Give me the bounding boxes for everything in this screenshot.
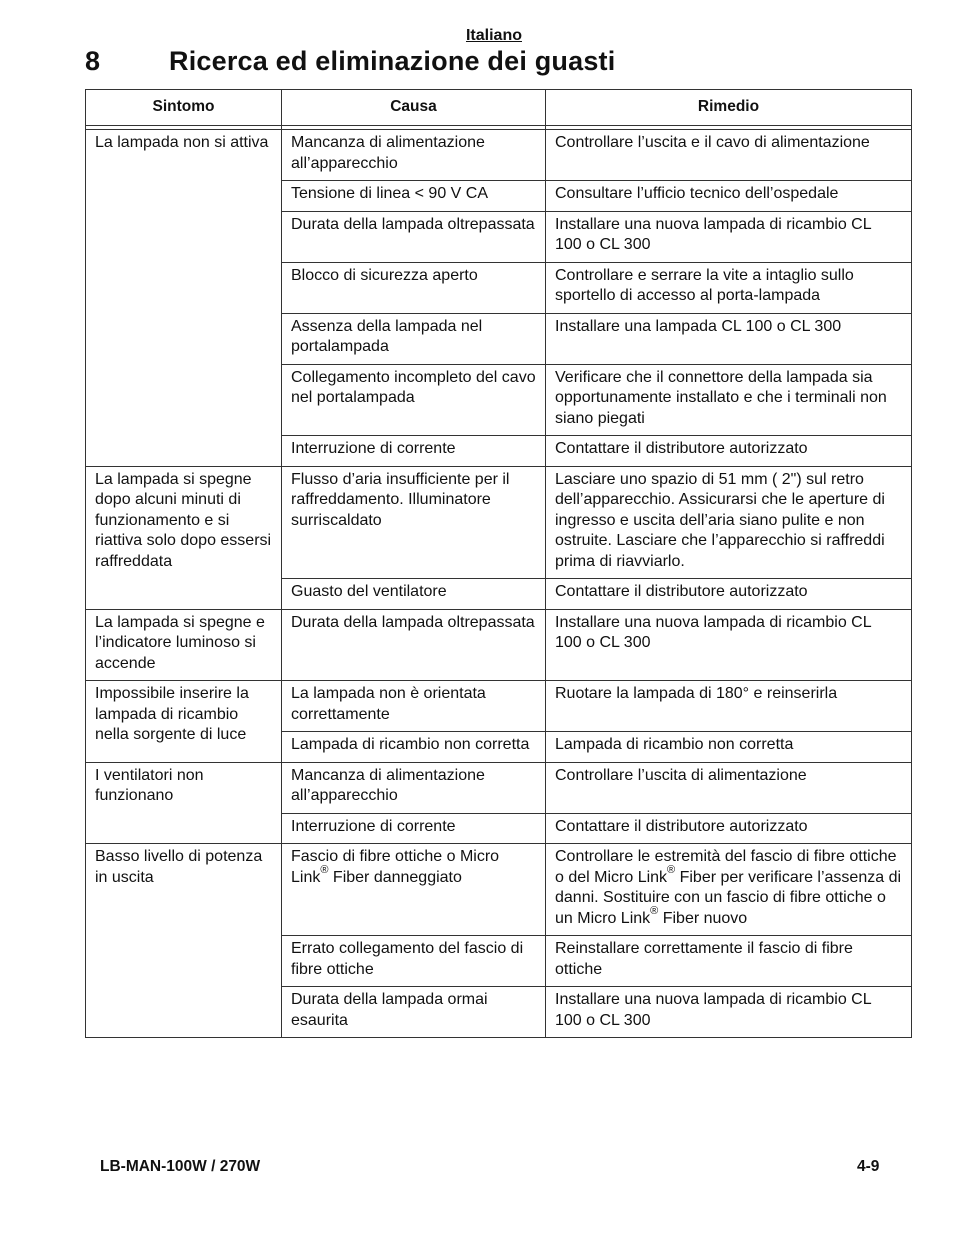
cause-cell: Flusso d’aria insufficiente per il raffreddamento. Illuminatore surriscaldato — [282, 466, 546, 579]
cause-cell: Errato collegamento del fascio di fibre ottiche — [282, 936, 546, 987]
remedy-cell: Installare una lampada CL 100 o CL 300 — [546, 313, 912, 364]
header-symptom: Sintomo — [86, 90, 282, 126]
table-row — [86, 466, 912, 579]
table-row — [86, 681, 912, 732]
symptom-cell: I ventilatori non funzionano — [86, 762, 282, 844]
remedy-cell: Contattare il distributore autorizzato — [546, 813, 912, 844]
cause-cell: Durata della lampada ormai esaurita — [282, 987, 546, 1038]
table-row — [86, 762, 912, 813]
cause-cell: Interruzione di corrente — [282, 813, 546, 844]
section-number: 8 — [85, 46, 101, 76]
cause-cell: Guasto del ventilatore — [282, 579, 546, 610]
cause-cell: Durata della lampada oltrepassata — [282, 211, 546, 262]
remedy-cell: Installare una nuova lampada di ricambio CL 100 o CL 300 — [546, 211, 912, 262]
symptom-cell: La lampada si spegne dopo alcuni minuti di funzionamento e si riattiva solo dopo essersi raffreddata — [86, 466, 282, 609]
page-title — [85, 46, 615, 77]
cause-cell: Collegamento incompleto del cavo nel portalampada — [282, 364, 546, 436]
cause-cell: Assenza della lampada nel portalampada — [282, 313, 546, 364]
footer-page-number: 4-9 — [857, 1158, 880, 1175]
table-row — [86, 130, 912, 181]
cause-cell: Durata della lampada oltrepassata — [282, 609, 546, 681]
header-cause: Causa — [282, 90, 546, 126]
symptom-cell: La lampada non si attiva — [86, 130, 282, 467]
cause-cell: Blocco di sicurezza aperto — [282, 262, 546, 313]
table-row — [86, 844, 912, 936]
cause-cell: Fascio di fibre ottiche o Micro Link® Fiber danneggiato — [282, 844, 546, 936]
cause-cell: Mancanza di alimentazione all’apparecchio — [282, 762, 546, 813]
symptom-cell: Impossibile inserire la lampada di ricambio nella sorgente di luce — [86, 681, 282, 763]
remedy-cell: Controllare l’uscita di alimentazione — [546, 762, 912, 813]
table-header-row — [86, 90, 912, 126]
remedy-cell: Installare una nuova lampada di ricambio CL 100 o CL 300 — [546, 609, 912, 681]
cause-cell: Interruzione di corrente — [282, 436, 546, 467]
cause-cell: Tensione di linea < 90 V CA — [282, 181, 546, 212]
troubleshooting-table — [85, 89, 912, 1038]
remedy-cell: Contattare il distributore autorizzato — [546, 436, 912, 467]
remedy-cell: Verificare che il connettore della lampada sia opportunamente installato e che i terminali non siano piegati — [546, 364, 912, 436]
remedy-cell: Contattare il distributore autorizzato — [546, 579, 912, 610]
table-row — [86, 609, 912, 681]
section-title: Ricerca ed eliminazione dei guasti — [169, 46, 616, 76]
footer-document-code: LB-MAN-100W / 270W — [100, 1158, 261, 1175]
remedy-cell: Lasciare uno spazio di 51 mm ( 2") sul retro dell’apparecchio. Assicurarsi che le aperture di ingresso e uscita dell’aria siano pulite e non ostruite. Lasciare che l’apparecchio si raffreddi prima di riavviarlo. — [546, 466, 912, 579]
remedy-cell: Ruotare la lampada di 180° e reinserirla — [546, 681, 912, 732]
remedy-cell: Controllare l’uscita e il cavo di alimentazione — [546, 130, 912, 181]
remedy-cell: Reinstallare correttamente il fascio di fibre ottiche — [546, 936, 912, 987]
remedy-cell: Installare una nuova lampada di ricambio CL 100 o CL 300 — [546, 987, 912, 1038]
language-label: Italiano — [465, 27, 522, 44]
table-body — [86, 126, 912, 1038]
header-remedy: Rimedio — [546, 90, 912, 126]
symptom-cell: Basso livello di potenza in uscita — [86, 844, 282, 1038]
remedy-cell: Controllare le estremità del fascio di fibre ottiche o del Micro Link® Fiber per verificare l’assenza di danni. Sostituire con un fascio di fibre ottiche o un Micro Link® Fiber nuovo — [546, 844, 912, 936]
cause-cell: La lampada non è orientata correttamente — [282, 681, 546, 732]
cause-cell: Lampada di ricambio non corretta — [282, 732, 546, 763]
symptom-cell: La lampada si spegne e l’indicatore luminoso si accende — [86, 609, 282, 681]
remedy-cell: Lampada di ricambio non corretta — [546, 732, 912, 763]
remedy-cell: Controllare e serrare la vite a intaglio sullo sportello di accesso al porta-lampada — [546, 262, 912, 313]
cause-cell: Mancanza di alimentazione all’apparecchio — [282, 130, 546, 181]
remedy-cell: Consultare l’ufficio tecnico dell’ospedale — [546, 181, 912, 212]
